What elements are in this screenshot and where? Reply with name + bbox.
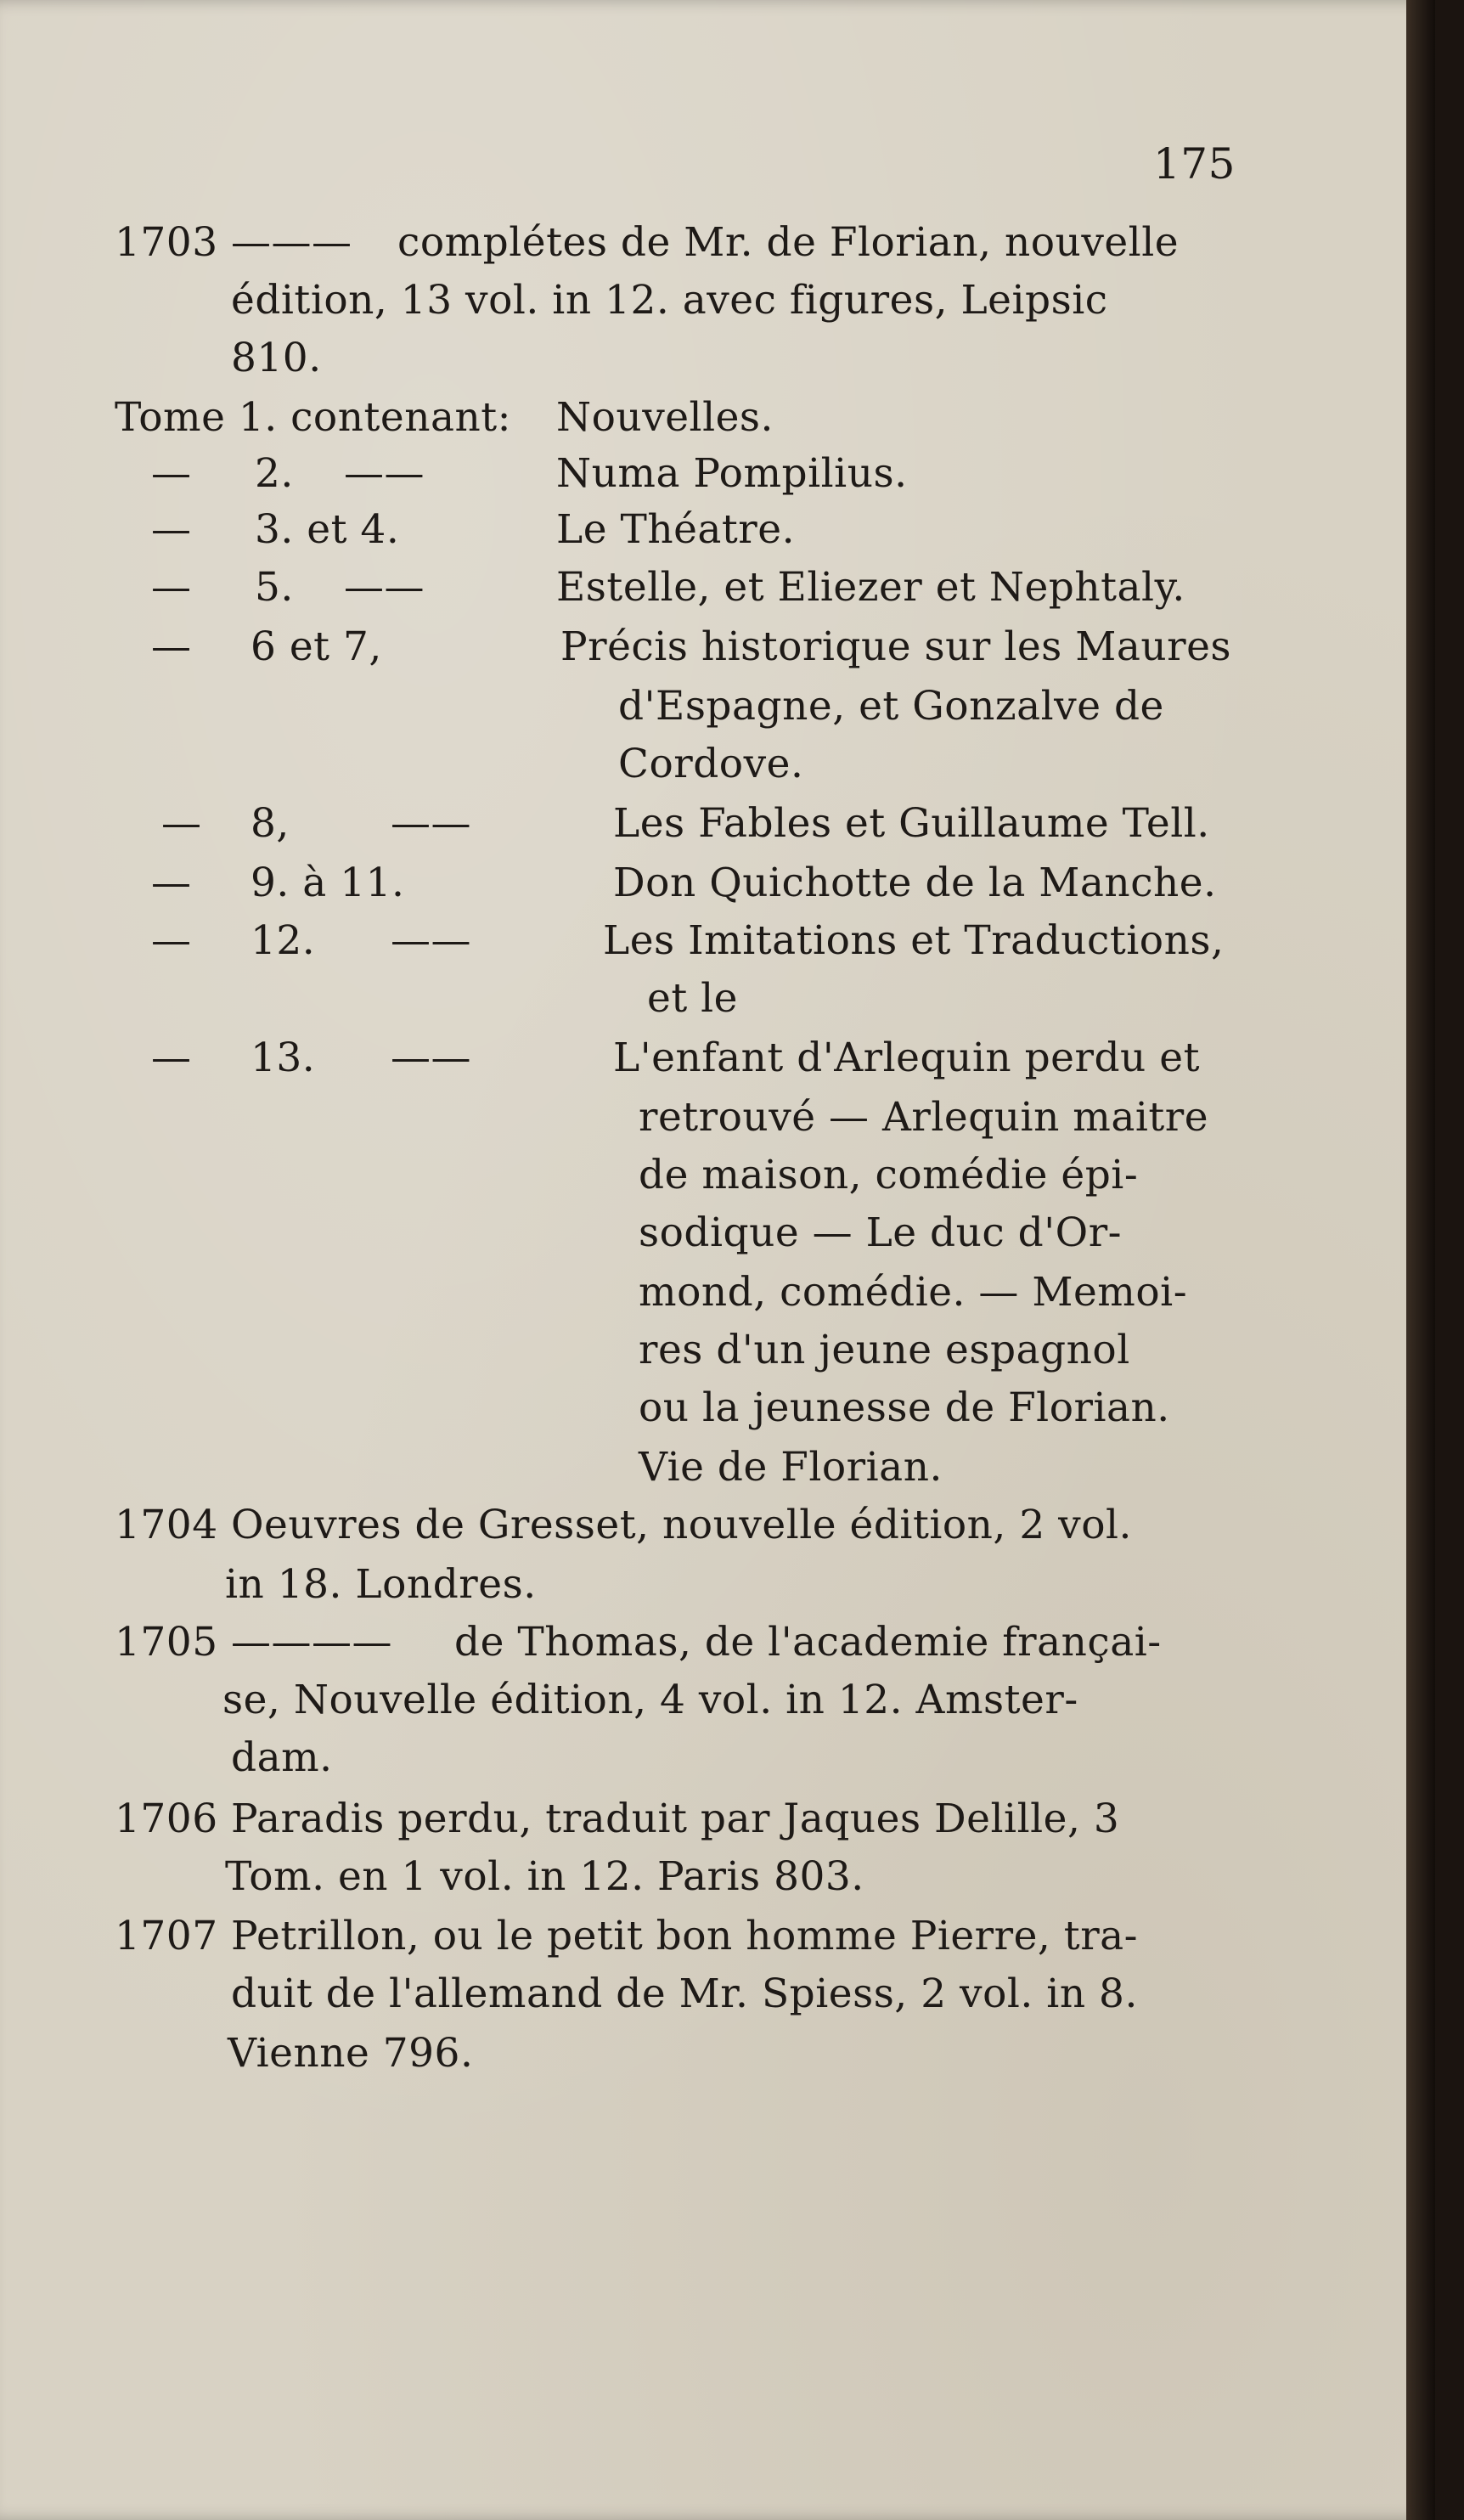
tome-label: Tome 1. contenant: (115, 394, 511, 441)
tome-content: ou la jeunesse de Florian. (639, 1384, 1170, 1431)
tome-content: Numa Pompilius. (556, 450, 908, 497)
entry-line: 810. (231, 335, 322, 381)
tome-content: Précis historique sur les Maures (560, 623, 1232, 670)
tome-dash: — (151, 623, 192, 670)
tome-label: 3. et 4. (255, 506, 400, 553)
entry-number: 1703 (115, 219, 218, 266)
tome-dash: — (161, 800, 202, 847)
entry-number: 1706 (115, 1796, 218, 1842)
entry-number: 1707 (115, 1913, 218, 1959)
page-edge-shadow (1406, 0, 1435, 2520)
tome-dash: — (151, 860, 192, 906)
tome-content: Estelle, et Eliezer et Nephtaly. (556, 564, 1185, 611)
tome-ditto: —— (391, 1034, 471, 1081)
entry-line: Vienne 796. (228, 2030, 474, 2077)
tome-content: retrouvé — Arlequin maitre (639, 1094, 1209, 1141)
tome-dash: — (151, 564, 192, 611)
tome-content: L'enfant d'Arlequin perdu et (613, 1034, 1200, 1081)
tome-content: de maison, comédie épi- (639, 1152, 1139, 1198)
tome-label: 8, (251, 800, 290, 847)
page-number: 175 (1153, 139, 1236, 189)
tome-label: 2. (255, 450, 294, 497)
tome-content: d'Espagne, et Gonzalve de (618, 683, 1164, 730)
entry-line: édition, 13 vol. in 12. avec figures, Leipsic (231, 277, 1108, 324)
tome-dash: — (151, 917, 192, 964)
tome-label: 5. (255, 564, 294, 611)
tome-label: 13. (251, 1034, 316, 1081)
entry-line: dam. (231, 1734, 333, 1781)
tome-content: Nouvelles. (556, 394, 774, 441)
tome-dash: — (151, 506, 192, 553)
tome-ditto: —— (391, 917, 471, 964)
tome-ditto: —— (344, 450, 425, 497)
tome-dash: — (151, 450, 192, 497)
tome-content: Les Imitations et Traductions, (603, 917, 1225, 964)
tome-content: Cordove. (618, 741, 804, 787)
entry-line: de Thomas, de l'academie françai- (454, 1619, 1162, 1666)
entry-line: in 18. Londres. (225, 1561, 537, 1608)
entry-line: Tom. en 1 vol. in 12. Paris 803. (225, 1853, 864, 1900)
tome-label: 12. (251, 917, 316, 964)
tome-content: res d'un jeune espagnol (639, 1327, 1130, 1373)
tome-label: 6 et 7, (251, 623, 382, 670)
tome-ditto: —— (391, 800, 471, 847)
tome-dash: — (151, 1034, 192, 1081)
tome-content: mond, comédie. — Memoi- (639, 1269, 1188, 1316)
tome-content: et le (647, 975, 738, 1022)
tome-content: sodique — Le duc d'Or- (639, 1209, 1123, 1256)
entry-line: duit de l'allemand de Mr. Spiess, 2 vol. in 8. (231, 1970, 1138, 2017)
entry-number: 1704 (115, 1502, 218, 1548)
entry-number: 1705 (115, 1619, 218, 1666)
entry-line: Petrillon, ou le petit bon homme Pierre, tra- (231, 1913, 1139, 1959)
tome-content: Les Fables et Guillaume Tell. (613, 800, 1210, 847)
tome-label: 9. à 11. (251, 860, 405, 906)
entry-line: complétes de Mr. de Florian, nouvelle (397, 219, 1180, 266)
entry-line: se, Nouvelle édition, 4 vol. in 12. Amster- (222, 1677, 1078, 1723)
tome-ditto: —— (344, 564, 425, 611)
ditto-dash: ——— (231, 219, 352, 266)
ditto-dash: ———— (231, 1619, 392, 1666)
entry-line: Oeuvres de Gresset, nouvelle édition, 2 vol. (231, 1502, 1132, 1548)
tome-content: Vie de Florian. (639, 1444, 943, 1491)
tome-content: Don Quichotte de la Manche. (613, 860, 1217, 906)
tome-content: Le Théatre. (556, 506, 796, 553)
entry-line: Paradis perdu, traduit par Jaques Delille, 3 (231, 1796, 1120, 1842)
